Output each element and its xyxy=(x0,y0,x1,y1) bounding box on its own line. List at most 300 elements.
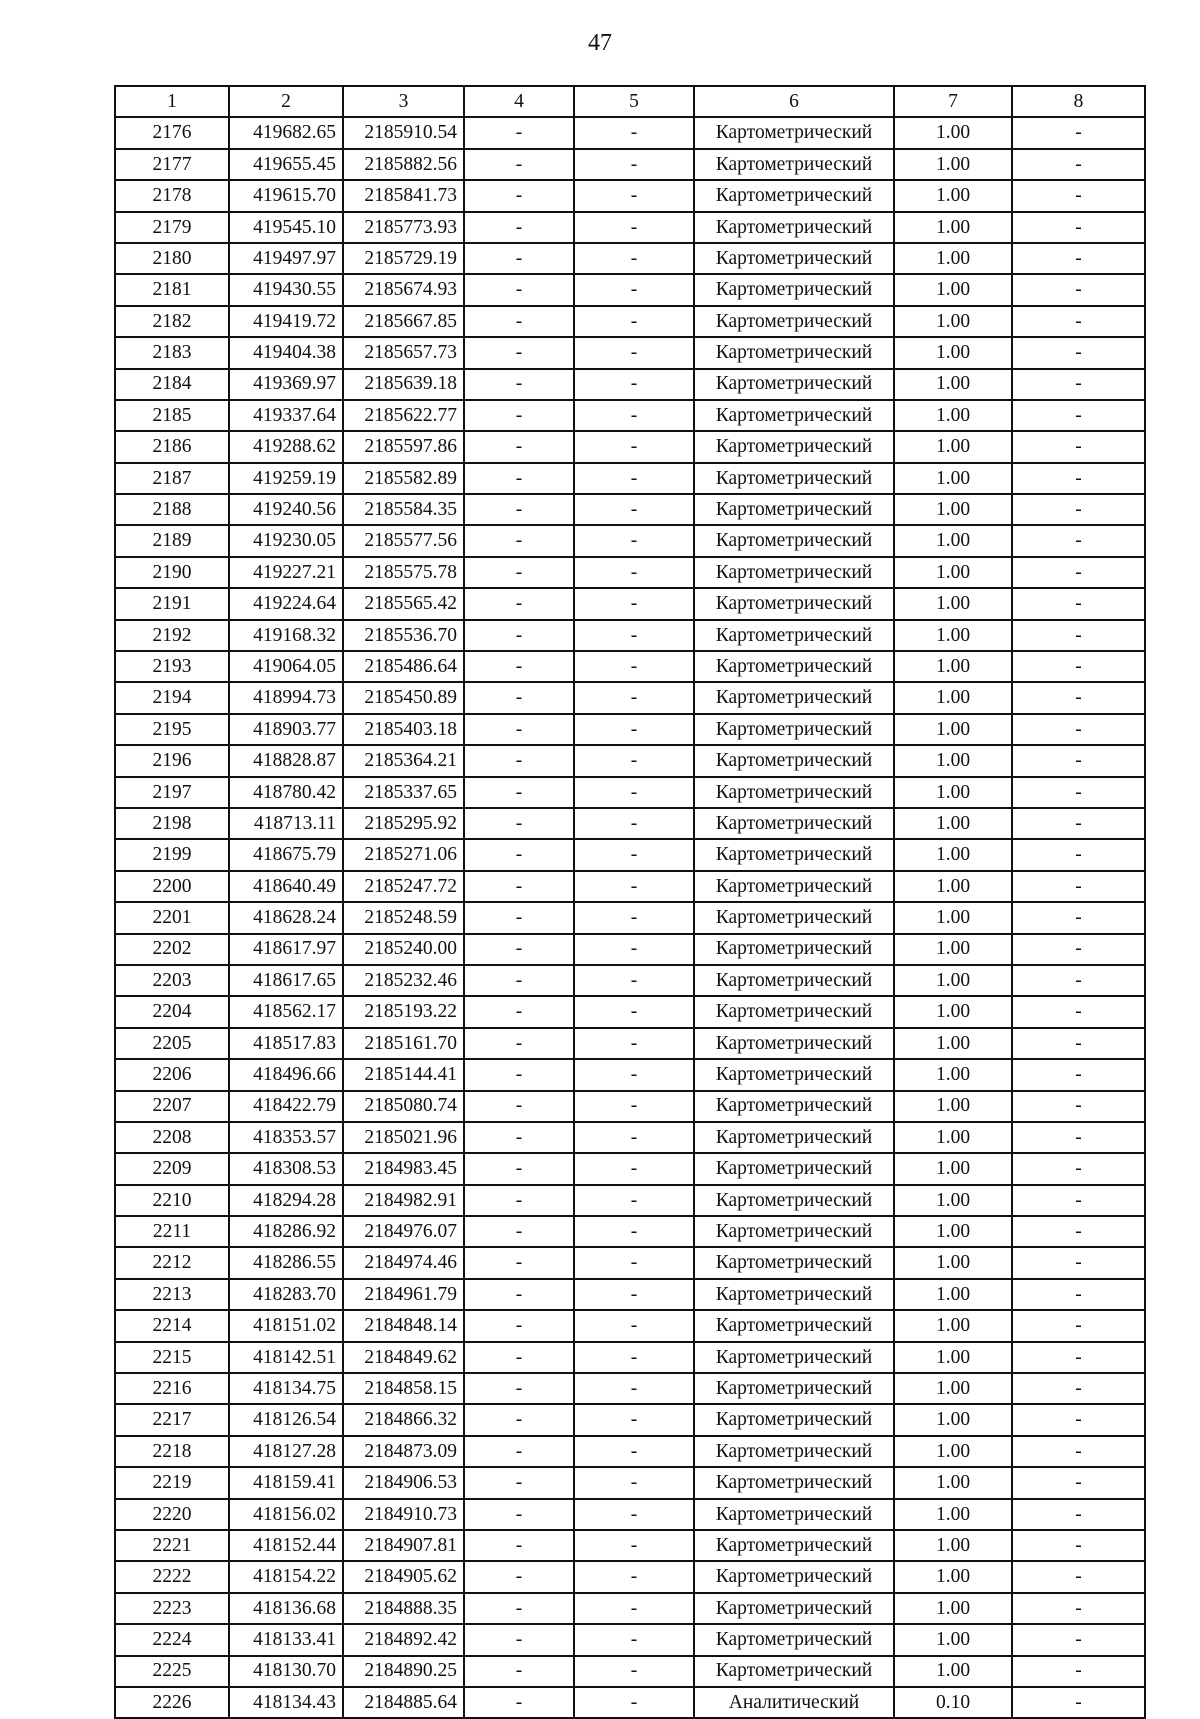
x-coordinate-cell: 419230.05 xyxy=(229,525,343,556)
col4-value-cell: - xyxy=(464,808,574,839)
table-body xyxy=(115,117,1145,1718)
method-cell: Картометрический xyxy=(694,839,894,870)
table-row xyxy=(115,1687,1145,1718)
col4-value-cell: - xyxy=(464,1593,574,1624)
column-header: 8 xyxy=(1012,86,1145,117)
table-row xyxy=(115,1310,1145,1341)
table-row xyxy=(115,1059,1145,1090)
y-coordinate-cell: 2185144.41 xyxy=(343,1059,464,1090)
col8-value-cell: - xyxy=(1012,149,1145,180)
method-cell: Картометрический xyxy=(694,1436,894,1467)
y-coordinate-cell: 2184982.91 xyxy=(343,1185,464,1216)
table-row xyxy=(115,1373,1145,1404)
y-coordinate-cell: 2185910.54 xyxy=(343,117,464,148)
table-row xyxy=(115,745,1145,776)
x-coordinate-cell: 418286.92 xyxy=(229,1216,343,1247)
point-number-cell: 2200 xyxy=(115,871,229,902)
col8-value-cell: - xyxy=(1012,996,1145,1027)
col4-value-cell: - xyxy=(464,1624,574,1655)
accuracy-cell: 1.00 xyxy=(894,117,1012,148)
table-row xyxy=(115,1561,1145,1592)
y-coordinate-cell: 2185639.18 xyxy=(343,369,464,400)
accuracy-cell: 1.00 xyxy=(894,745,1012,776)
method-cell: Картометрический xyxy=(694,180,894,211)
accuracy-cell: 1.00 xyxy=(894,369,1012,400)
column-header: 3 xyxy=(343,86,464,117)
col5-value-cell: - xyxy=(574,274,694,305)
y-coordinate-cell: 2185486.64 xyxy=(343,651,464,682)
accuracy-cell: 1.00 xyxy=(894,149,1012,180)
y-coordinate-cell: 2185674.93 xyxy=(343,274,464,305)
point-number-cell: 2196 xyxy=(115,745,229,776)
method-cell: Картометрический xyxy=(694,1059,894,1090)
accuracy-cell: 1.00 xyxy=(894,274,1012,305)
table-row xyxy=(115,934,1145,965)
col8-value-cell: - xyxy=(1012,1436,1145,1467)
accuracy-cell: 1.00 xyxy=(894,431,1012,462)
accuracy-cell: 1.00 xyxy=(894,1624,1012,1655)
y-coordinate-cell: 2185247.72 xyxy=(343,871,464,902)
table-row xyxy=(115,808,1145,839)
accuracy-cell: 1.00 xyxy=(894,557,1012,588)
method-cell: Картометрический xyxy=(694,1028,894,1059)
method-cell: Аналитический xyxy=(694,1687,894,1718)
col8-value-cell: - xyxy=(1012,714,1145,745)
point-number-cell: 2217 xyxy=(115,1404,229,1435)
col4-value-cell: - xyxy=(464,117,574,148)
x-coordinate-cell: 418127.28 xyxy=(229,1436,343,1467)
method-cell: Картометрический xyxy=(694,117,894,148)
method-cell: Картометрический xyxy=(694,745,894,776)
method-cell: Картометрический xyxy=(694,1185,894,1216)
col4-value-cell: - xyxy=(464,1687,574,1718)
col8-value-cell: - xyxy=(1012,337,1145,368)
col8-value-cell: - xyxy=(1012,1499,1145,1530)
col5-value-cell: - xyxy=(574,1467,694,1498)
col8-value-cell: - xyxy=(1012,1216,1145,1247)
point-number-cell: 2176 xyxy=(115,117,229,148)
col8-value-cell: - xyxy=(1012,1028,1145,1059)
x-coordinate-cell: 418903.77 xyxy=(229,714,343,745)
x-coordinate-cell: 418159.41 xyxy=(229,1467,343,1498)
x-coordinate-cell: 418136.68 xyxy=(229,1593,343,1624)
col4-value-cell: - xyxy=(464,1216,574,1247)
x-coordinate-cell: 418828.87 xyxy=(229,745,343,776)
point-number-cell: 2208 xyxy=(115,1122,229,1153)
table-row xyxy=(115,1153,1145,1184)
x-coordinate-cell: 419419.72 xyxy=(229,306,343,337)
accuracy-cell: 1.00 xyxy=(894,1656,1012,1687)
col5-value-cell: - xyxy=(574,745,694,776)
col8-value-cell: - xyxy=(1012,1593,1145,1624)
col5-value-cell: - xyxy=(574,1247,694,1278)
col8-value-cell: - xyxy=(1012,620,1145,651)
col4-value-cell: - xyxy=(464,714,574,745)
y-coordinate-cell: 2184888.35 xyxy=(343,1593,464,1624)
table-row xyxy=(115,1028,1145,1059)
col8-value-cell: - xyxy=(1012,1404,1145,1435)
col4-value-cell: - xyxy=(464,400,574,431)
accuracy-cell: 1.00 xyxy=(894,682,1012,713)
x-coordinate-cell: 419337.64 xyxy=(229,400,343,431)
col5-value-cell: - xyxy=(574,306,694,337)
col5-value-cell: - xyxy=(574,1028,694,1059)
col4-value-cell: - xyxy=(464,1342,574,1373)
method-cell: Картометрический xyxy=(694,1310,894,1341)
y-coordinate-cell: 2184858.15 xyxy=(343,1373,464,1404)
point-number-cell: 2214 xyxy=(115,1310,229,1341)
table-row xyxy=(115,682,1145,713)
x-coordinate-cell: 419682.65 xyxy=(229,117,343,148)
point-number-cell: 2218 xyxy=(115,1436,229,1467)
y-coordinate-cell: 2185193.22 xyxy=(343,996,464,1027)
col4-value-cell: - xyxy=(464,149,574,180)
method-cell: Картометрический xyxy=(694,1561,894,1592)
col8-value-cell: - xyxy=(1012,400,1145,431)
x-coordinate-cell: 418286.55 xyxy=(229,1247,343,1278)
x-coordinate-cell: 419288.62 xyxy=(229,431,343,462)
x-coordinate-cell: 418617.65 xyxy=(229,965,343,996)
method-cell: Картометрический xyxy=(694,1593,894,1624)
col5-value-cell: - xyxy=(574,1687,694,1718)
col4-value-cell: - xyxy=(464,1530,574,1561)
accuracy-cell: 1.00 xyxy=(894,620,1012,651)
method-cell: Картометрический xyxy=(694,1404,894,1435)
accuracy-cell: 1.00 xyxy=(894,1561,1012,1592)
col4-value-cell: - xyxy=(464,1436,574,1467)
table-row xyxy=(115,777,1145,808)
point-number-cell: 2225 xyxy=(115,1656,229,1687)
col4-value-cell: - xyxy=(464,839,574,870)
y-coordinate-cell: 2185565.42 xyxy=(343,588,464,619)
method-cell: Картометрический xyxy=(694,1122,894,1153)
col8-value-cell: - xyxy=(1012,777,1145,808)
col5-value-cell: - xyxy=(574,588,694,619)
point-number-cell: 2207 xyxy=(115,1091,229,1122)
accuracy-cell: 1.00 xyxy=(894,965,1012,996)
col8-value-cell: - xyxy=(1012,1373,1145,1404)
page-number: 47 xyxy=(588,30,612,56)
col8-value-cell: - xyxy=(1012,808,1145,839)
y-coordinate-cell: 2185248.59 xyxy=(343,902,464,933)
method-cell: Картометрический xyxy=(694,902,894,933)
accuracy-cell: 1.00 xyxy=(894,1373,1012,1404)
accuracy-cell: 1.00 xyxy=(894,1467,1012,1498)
col8-value-cell: - xyxy=(1012,306,1145,337)
col4-value-cell: - xyxy=(464,1373,574,1404)
method-cell: Картометрический xyxy=(694,777,894,808)
col4-value-cell: - xyxy=(464,494,574,525)
y-coordinate-cell: 2185622.77 xyxy=(343,400,464,431)
point-number-cell: 2222 xyxy=(115,1561,229,1592)
table-row xyxy=(115,1656,1145,1687)
col8-value-cell: - xyxy=(1012,745,1145,776)
coordinates-table xyxy=(114,85,1146,1719)
col4-value-cell: - xyxy=(464,337,574,368)
table-row xyxy=(115,274,1145,305)
y-coordinate-cell: 2185582.89 xyxy=(343,463,464,494)
column-header: 5 xyxy=(574,86,694,117)
x-coordinate-cell: 418283.70 xyxy=(229,1279,343,1310)
col5-value-cell: - xyxy=(574,180,694,211)
method-cell: Картометрический xyxy=(694,1499,894,1530)
table-row xyxy=(115,557,1145,588)
point-number-cell: 2185 xyxy=(115,400,229,431)
method-cell: Картометрический xyxy=(694,1279,894,1310)
col5-value-cell: - xyxy=(574,1279,694,1310)
y-coordinate-cell: 2185729.19 xyxy=(343,243,464,274)
col5-value-cell: - xyxy=(574,212,694,243)
point-number-cell: 2205 xyxy=(115,1028,229,1059)
col4-value-cell: - xyxy=(464,369,574,400)
table-row xyxy=(115,1404,1145,1435)
x-coordinate-cell: 419259.19 xyxy=(229,463,343,494)
col8-value-cell: - xyxy=(1012,1185,1145,1216)
col5-value-cell: - xyxy=(574,1436,694,1467)
x-coordinate-cell: 419615.70 xyxy=(229,180,343,211)
table-row xyxy=(115,1342,1145,1373)
accuracy-cell: 1.00 xyxy=(894,243,1012,274)
point-number-cell: 2179 xyxy=(115,212,229,243)
accuracy-cell: 1.00 xyxy=(894,934,1012,965)
table-row xyxy=(115,1467,1145,1498)
y-coordinate-cell: 2185271.06 xyxy=(343,839,464,870)
table-row xyxy=(115,839,1145,870)
point-number-cell: 2192 xyxy=(115,620,229,651)
y-coordinate-cell: 2184976.07 xyxy=(343,1216,464,1247)
method-cell: Картометрический xyxy=(694,1373,894,1404)
accuracy-cell: 1.00 xyxy=(894,212,1012,243)
col4-value-cell: - xyxy=(464,620,574,651)
x-coordinate-cell: 418353.57 xyxy=(229,1122,343,1153)
y-coordinate-cell: 2185597.86 xyxy=(343,431,464,462)
x-coordinate-cell: 419655.45 xyxy=(229,149,343,180)
table-row xyxy=(115,243,1145,274)
x-coordinate-cell: 418780.42 xyxy=(229,777,343,808)
y-coordinate-cell: 2185161.70 xyxy=(343,1028,464,1059)
table-header-row xyxy=(115,86,1145,117)
y-coordinate-cell: 2185403.18 xyxy=(343,714,464,745)
method-cell: Картометрический xyxy=(694,400,894,431)
y-coordinate-cell: 2184961.79 xyxy=(343,1279,464,1310)
col5-value-cell: - xyxy=(574,965,694,996)
col8-value-cell: - xyxy=(1012,369,1145,400)
col8-value-cell: - xyxy=(1012,1530,1145,1561)
x-coordinate-cell: 419168.32 xyxy=(229,620,343,651)
table-row xyxy=(115,1499,1145,1530)
y-coordinate-cell: 2185667.85 xyxy=(343,306,464,337)
point-number-cell: 2182 xyxy=(115,306,229,337)
col8-value-cell: - xyxy=(1012,557,1145,588)
col4-value-cell: - xyxy=(464,557,574,588)
table-row xyxy=(115,525,1145,556)
col5-value-cell: - xyxy=(574,1373,694,1404)
col8-value-cell: - xyxy=(1012,463,1145,494)
col4-value-cell: - xyxy=(464,525,574,556)
point-number-cell: 2216 xyxy=(115,1373,229,1404)
point-number-cell: 2191 xyxy=(115,588,229,619)
point-number-cell: 2195 xyxy=(115,714,229,745)
col4-value-cell: - xyxy=(464,463,574,494)
method-cell: Картометрический xyxy=(694,1247,894,1278)
col5-value-cell: - xyxy=(574,714,694,745)
col8-value-cell: - xyxy=(1012,839,1145,870)
method-cell: Картометрический xyxy=(694,1467,894,1498)
point-number-cell: 2178 xyxy=(115,180,229,211)
table-row xyxy=(115,369,1145,400)
col8-value-cell: - xyxy=(1012,651,1145,682)
col8-value-cell: - xyxy=(1012,212,1145,243)
table-row xyxy=(115,588,1145,619)
method-cell: Картометрический xyxy=(694,1530,894,1561)
col8-value-cell: - xyxy=(1012,588,1145,619)
point-number-cell: 2180 xyxy=(115,243,229,274)
point-number-cell: 2206 xyxy=(115,1059,229,1090)
table-row xyxy=(115,1279,1145,1310)
x-coordinate-cell: 418713.11 xyxy=(229,808,343,839)
table-row xyxy=(115,117,1145,148)
table-row xyxy=(115,180,1145,211)
x-coordinate-cell: 418156.02 xyxy=(229,1499,343,1530)
col5-value-cell: - xyxy=(574,1656,694,1687)
col5-value-cell: - xyxy=(574,934,694,965)
col8-value-cell: - xyxy=(1012,1656,1145,1687)
method-cell: Картометрический xyxy=(694,212,894,243)
point-number-cell: 2197 xyxy=(115,777,229,808)
table-row xyxy=(115,463,1145,494)
y-coordinate-cell: 2184866.32 xyxy=(343,1404,464,1435)
col4-value-cell: - xyxy=(464,1404,574,1435)
method-cell: Картометрический xyxy=(694,1624,894,1655)
col8-value-cell: - xyxy=(1012,525,1145,556)
accuracy-cell: 1.00 xyxy=(894,1028,1012,1059)
x-coordinate-cell: 418994.73 xyxy=(229,682,343,713)
accuracy-cell: 1.00 xyxy=(894,1530,1012,1561)
col8-value-cell: - xyxy=(1012,1624,1145,1655)
y-coordinate-cell: 2185232.46 xyxy=(343,965,464,996)
col8-value-cell: - xyxy=(1012,1342,1145,1373)
col4-value-cell: - xyxy=(464,1122,574,1153)
table-row xyxy=(115,1624,1145,1655)
x-coordinate-cell: 418496.66 xyxy=(229,1059,343,1090)
y-coordinate-cell: 2185021.96 xyxy=(343,1122,464,1153)
col4-value-cell: - xyxy=(464,1247,574,1278)
col4-value-cell: - xyxy=(464,1279,574,1310)
accuracy-cell: 1.00 xyxy=(894,400,1012,431)
col5-value-cell: - xyxy=(574,996,694,1027)
y-coordinate-cell: 2185536.70 xyxy=(343,620,464,651)
x-coordinate-cell: 418151.02 xyxy=(229,1310,343,1341)
x-coordinate-cell: 418308.53 xyxy=(229,1153,343,1184)
table-row xyxy=(115,1216,1145,1247)
col5-value-cell: - xyxy=(574,369,694,400)
column-header: 6 xyxy=(694,86,894,117)
col5-value-cell: - xyxy=(574,494,694,525)
point-number-cell: 2199 xyxy=(115,839,229,870)
x-coordinate-cell: 418154.22 xyxy=(229,1561,343,1592)
col4-value-cell: - xyxy=(464,1091,574,1122)
point-number-cell: 2209 xyxy=(115,1153,229,1184)
col4-value-cell: - xyxy=(464,745,574,776)
point-number-cell: 2220 xyxy=(115,1499,229,1530)
col5-value-cell: - xyxy=(574,557,694,588)
col4-value-cell: - xyxy=(464,996,574,1027)
table-row xyxy=(115,871,1145,902)
accuracy-cell: 1.00 xyxy=(894,902,1012,933)
y-coordinate-cell: 2185584.35 xyxy=(343,494,464,525)
x-coordinate-cell: 419369.97 xyxy=(229,369,343,400)
y-coordinate-cell: 2184907.81 xyxy=(343,1530,464,1561)
col5-value-cell: - xyxy=(574,1185,694,1216)
column-header: 7 xyxy=(894,86,1012,117)
col4-value-cell: - xyxy=(464,212,574,243)
x-coordinate-cell: 418130.70 xyxy=(229,1656,343,1687)
accuracy-cell: 1.00 xyxy=(894,1436,1012,1467)
x-coordinate-cell: 419404.38 xyxy=(229,337,343,368)
x-coordinate-cell: 419497.97 xyxy=(229,243,343,274)
x-coordinate-cell: 419240.56 xyxy=(229,494,343,525)
method-cell: Картометрический xyxy=(694,588,894,619)
col5-value-cell: - xyxy=(574,1561,694,1592)
accuracy-cell: 1.00 xyxy=(894,1593,1012,1624)
col8-value-cell: - xyxy=(1012,180,1145,211)
method-cell: Картометрический xyxy=(694,714,894,745)
col8-value-cell: - xyxy=(1012,1310,1145,1341)
col8-value-cell: - xyxy=(1012,431,1145,462)
point-number-cell: 2190 xyxy=(115,557,229,588)
y-coordinate-cell: 2185657.73 xyxy=(343,337,464,368)
col5-value-cell: - xyxy=(574,871,694,902)
col8-value-cell: - xyxy=(1012,1122,1145,1153)
point-number-cell: 2202 xyxy=(115,934,229,965)
col5-value-cell: - xyxy=(574,117,694,148)
col5-value-cell: - xyxy=(574,1216,694,1247)
y-coordinate-cell: 2184910.73 xyxy=(343,1499,464,1530)
col4-value-cell: - xyxy=(464,1499,574,1530)
point-number-cell: 2221 xyxy=(115,1530,229,1561)
point-number-cell: 2210 xyxy=(115,1185,229,1216)
col5-value-cell: - xyxy=(574,525,694,556)
col8-value-cell: - xyxy=(1012,682,1145,713)
x-coordinate-cell: 418294.28 xyxy=(229,1185,343,1216)
y-coordinate-cell: 2184890.25 xyxy=(343,1656,464,1687)
col5-value-cell: - xyxy=(574,1122,694,1153)
method-cell: Картометрический xyxy=(694,651,894,682)
point-number-cell: 2203 xyxy=(115,965,229,996)
accuracy-cell: 1.00 xyxy=(894,714,1012,745)
accuracy-cell: 1.00 xyxy=(894,808,1012,839)
col4-value-cell: - xyxy=(464,871,574,902)
accuracy-cell: 1.00 xyxy=(894,1091,1012,1122)
y-coordinate-cell: 2185841.73 xyxy=(343,180,464,211)
x-coordinate-cell: 419227.21 xyxy=(229,557,343,588)
point-number-cell: 2219 xyxy=(115,1467,229,1498)
accuracy-cell: 1.00 xyxy=(894,1059,1012,1090)
col8-value-cell: - xyxy=(1012,1091,1145,1122)
x-coordinate-cell: 418628.24 xyxy=(229,902,343,933)
col8-value-cell: - xyxy=(1012,902,1145,933)
y-coordinate-cell: 2185575.78 xyxy=(343,557,464,588)
y-coordinate-cell: 2185337.65 xyxy=(343,777,464,808)
column-header: 2 xyxy=(229,86,343,117)
col4-value-cell: - xyxy=(464,1185,574,1216)
x-coordinate-cell: 418422.79 xyxy=(229,1091,343,1122)
y-coordinate-cell: 2185240.00 xyxy=(343,934,464,965)
table-row xyxy=(115,1122,1145,1153)
method-cell: Картометрический xyxy=(694,1656,894,1687)
method-cell: Картометрический xyxy=(694,494,894,525)
col8-value-cell: - xyxy=(1012,1279,1145,1310)
